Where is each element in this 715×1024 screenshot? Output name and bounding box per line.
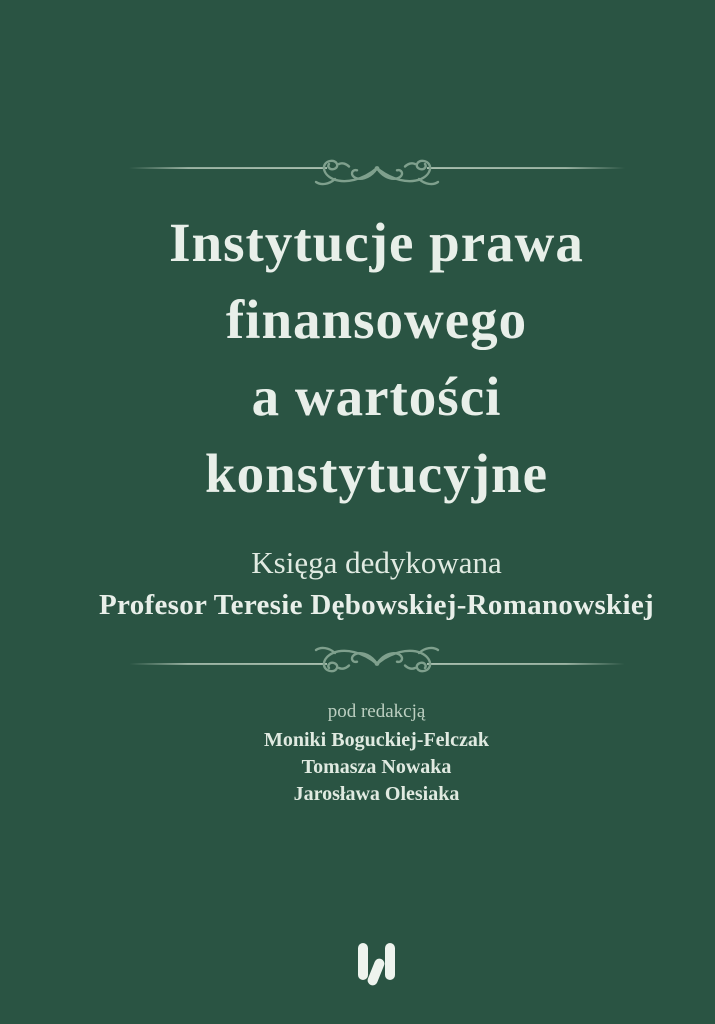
editor-name-2: Tomasza Nowaka (301, 756, 452, 778)
editor-name-3: Jarosława Olesiaka (293, 783, 460, 805)
title-line-4: konstytucyjne (204, 443, 549, 504)
decorative-divider-bottom (127, 630, 627, 674)
cover-content (19, 0, 715, 1024)
title-line-3: a wartości (251, 366, 502, 427)
logo-bar-middle (366, 957, 386, 987)
logo-bar-right (385, 943, 395, 980)
dedication-honoree: Profesor Teresie Dębowskiej-Romanowskiej (99, 589, 654, 621)
flourish-icon (127, 158, 627, 202)
logo-bar-left (358, 943, 368, 980)
editor-name-1: Moniki Boguckiej-Felczak (264, 729, 489, 751)
publisher-logo (357, 941, 397, 989)
editors-list (19, 727, 715, 808)
editors-heading: pod redakcją (327, 701, 426, 722)
decorative-divider-top (127, 158, 627, 202)
title-line-2: finansowego (225, 289, 528, 350)
dedication-text: Księga dedykowana (251, 545, 502, 580)
book-title (19, 204, 715, 512)
title-line-1: Instytucje prawa (169, 212, 584, 273)
flourish-icon (127, 630, 627, 674)
